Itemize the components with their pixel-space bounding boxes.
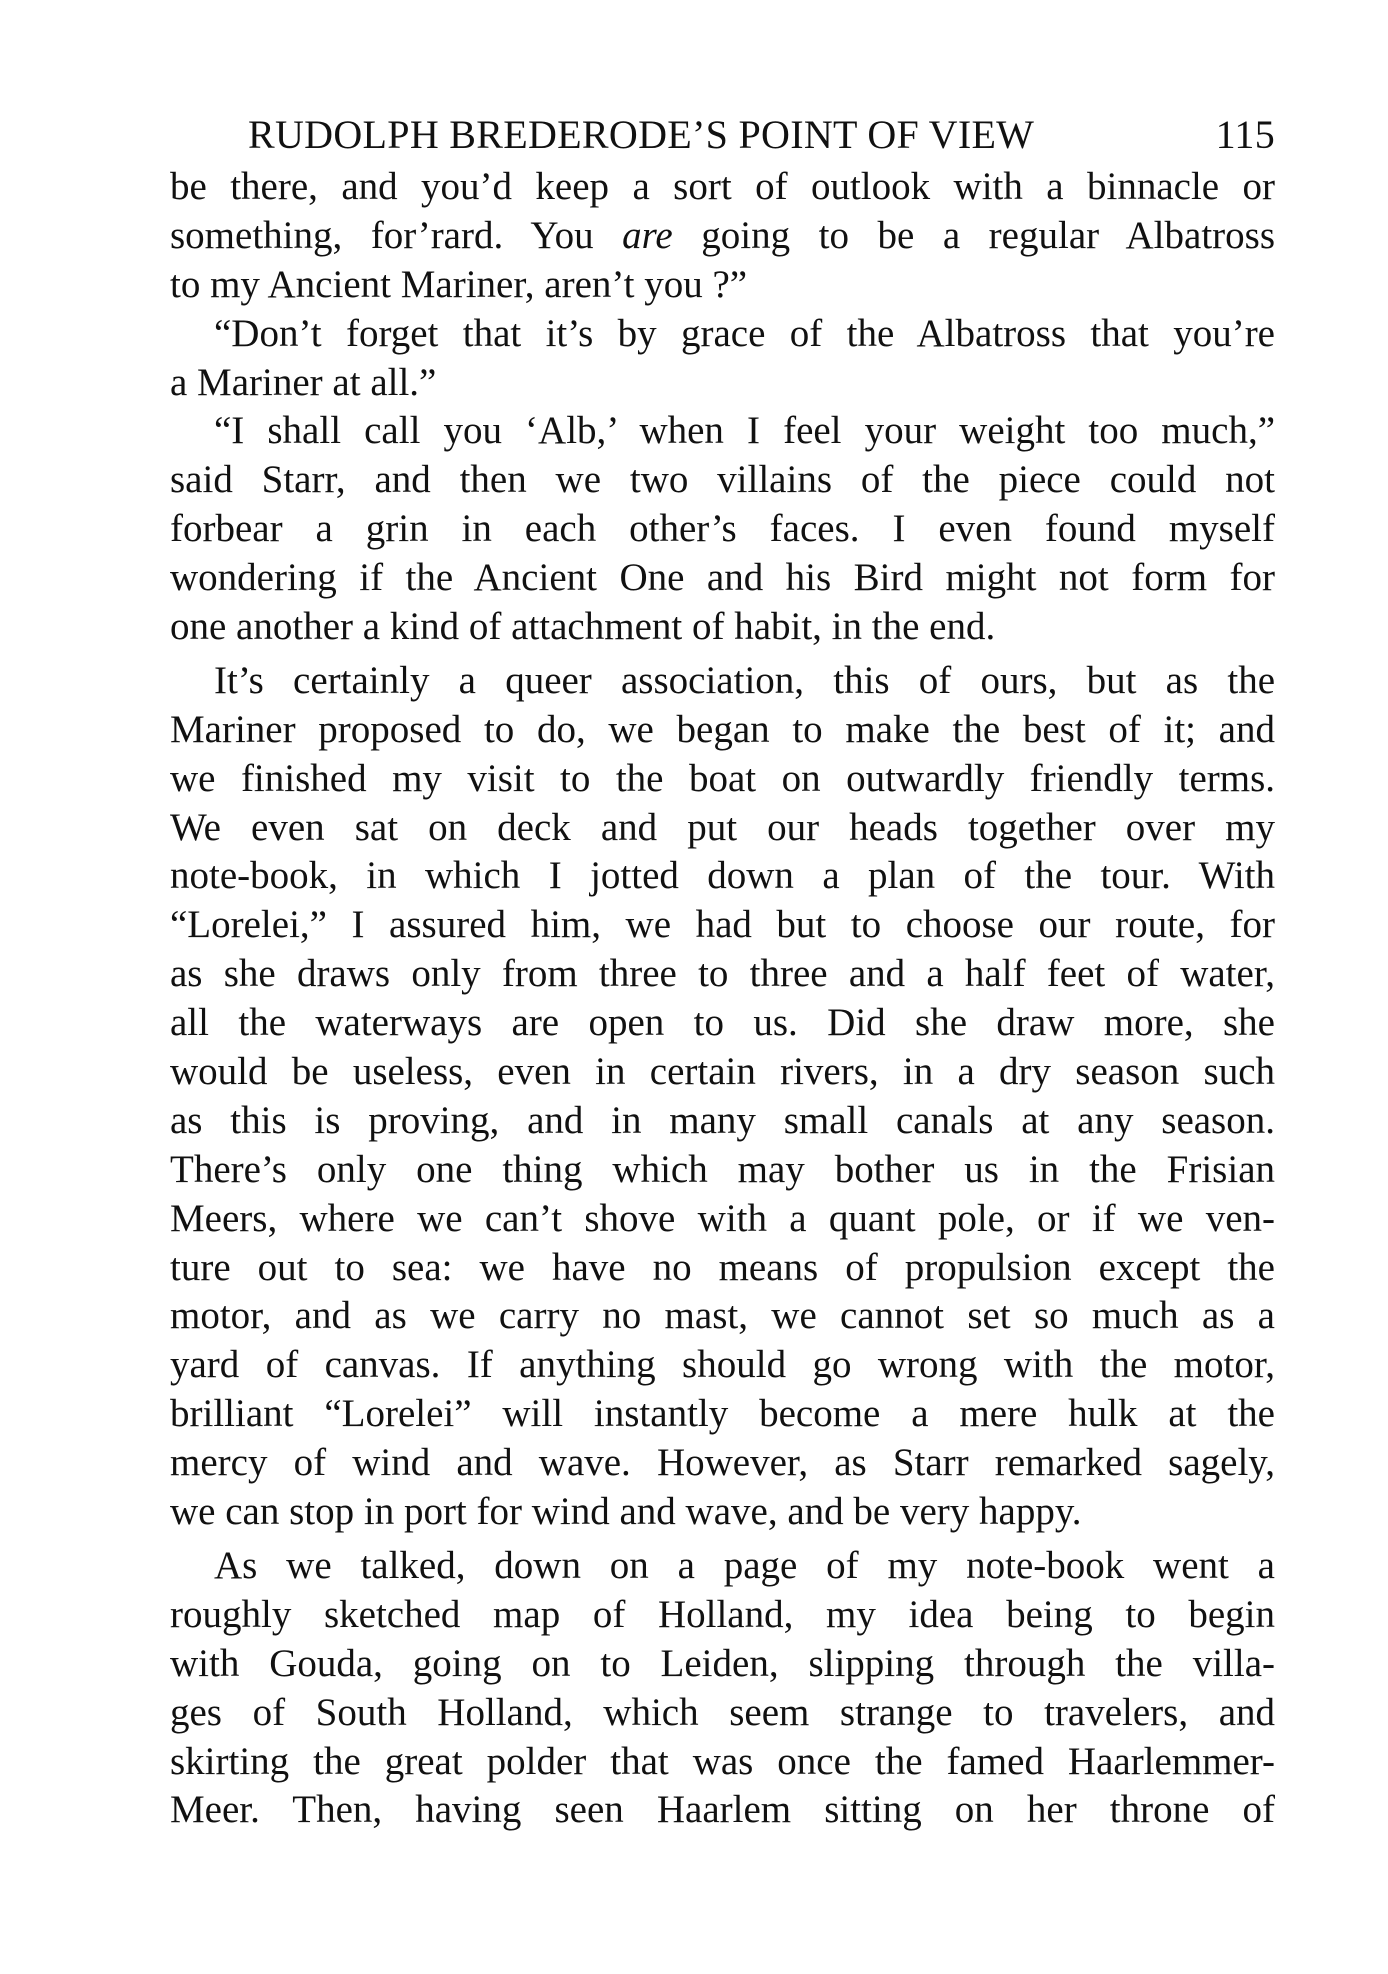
text-line: as she draws only from three to three and a half feet of water, <box>170 952 1275 996</box>
text-line: Mariner proposed to do, we began to make the best of it; and <box>170 707 1275 751</box>
text-line: be there, and you’d keep a sort of outlook with a binnacle or <box>170 165 1275 208</box>
text-line: skirting the great polder that was once the famed Haarlemmer- <box>170 1739 1275 1783</box>
text-line: something, for’rard. You are going to be a regular Albatross <box>170 213 1275 257</box>
text-line: “Lorelei,” I assured him, we had but to choose our route, for <box>170 903 1275 947</box>
text-line: ture out to sea: we have no means of propulsion except the <box>170 1245 1275 1289</box>
page-number: 115 <box>1215 112 1275 157</box>
text-line: Meers, where we can’t shove with a quant pole, or if we ven- <box>170 1196 1275 1240</box>
text-line: said Starr, and then we two villains of the piece could not <box>170 458 1275 502</box>
text-line: note-book, in which I jotted down a plan of the tour. With <box>170 854 1275 898</box>
text-line: roughly sketched map of Holland, my idea being to begin <box>170 1592 1275 1636</box>
text-line: all the waterways are open to us. Did she draw more, she <box>170 1001 1275 1045</box>
text-line: a Mariner at all.” <box>170 360 437 404</box>
text-line: Meer. Then, having seen Haarlem sitting on her throne of <box>170 1788 1275 1832</box>
text-line: As we talked, down on a page of my note-book went a <box>214 1543 1275 1587</box>
text-line: we can stop in port for wind and wave, and be very happy. <box>170 1490 1082 1534</box>
body-text <box>170 163 1275 1835</box>
text-line: It’s certainly a queer association, this of ours, but as the <box>214 658 1275 702</box>
text-line: as this is proving, and in many small canals at any season. <box>170 1098 1275 1142</box>
text-line: one another a kind of attachment of habit, in the end. <box>170 605 996 649</box>
text-line: There’s only one thing which may bother us in the Frisian <box>170 1147 1275 1191</box>
text-line: we finished my visit to the boat on outwardly friendly terms. <box>170 756 1275 800</box>
text-line: mercy of wind and wave. However, as Starr remarked sagely, <box>170 1441 1275 1485</box>
italic-word: are <box>622 213 673 257</box>
text-line: “I shall call you ‘Alb,’ when I feel your weight too much,” <box>214 409 1275 453</box>
running-head-title: RUDOLPH BREDERODE’S POINT OF VIEW <box>248 112 1035 157</box>
text-line: yard of canvas. If anything should go wrong with the motor, <box>170 1343 1275 1387</box>
text-line: brilliant “Lorelei” will instantly become a mere hulk at the <box>170 1392 1275 1436</box>
text-line: forbear a grin in each other’s faces. I even found myself <box>170 507 1275 551</box>
text-line: would be useless, even in certain rivers, in a dry season such <box>170 1050 1275 1094</box>
text-line: “Don’t forget that it’s by grace of the Albatross that you’re <box>214 311 1275 355</box>
running-head <box>248 110 1275 160</box>
text-line: wondering if the Ancient One and his Bird might not form for <box>170 556 1275 600</box>
text-line: to my Ancient Mariner, aren’t you ?” <box>170 262 748 306</box>
text-line: with Gouda, going on to Leiden, slipping through the villa- <box>170 1641 1275 1685</box>
text-line: ges of South Holland, which seem strange to travelers, and <box>170 1690 1275 1734</box>
text-line: motor, and as we carry no mast, we cannot set so much as a <box>170 1294 1275 1338</box>
text-line: We even sat on deck and put our heads together over my <box>170 805 1275 849</box>
